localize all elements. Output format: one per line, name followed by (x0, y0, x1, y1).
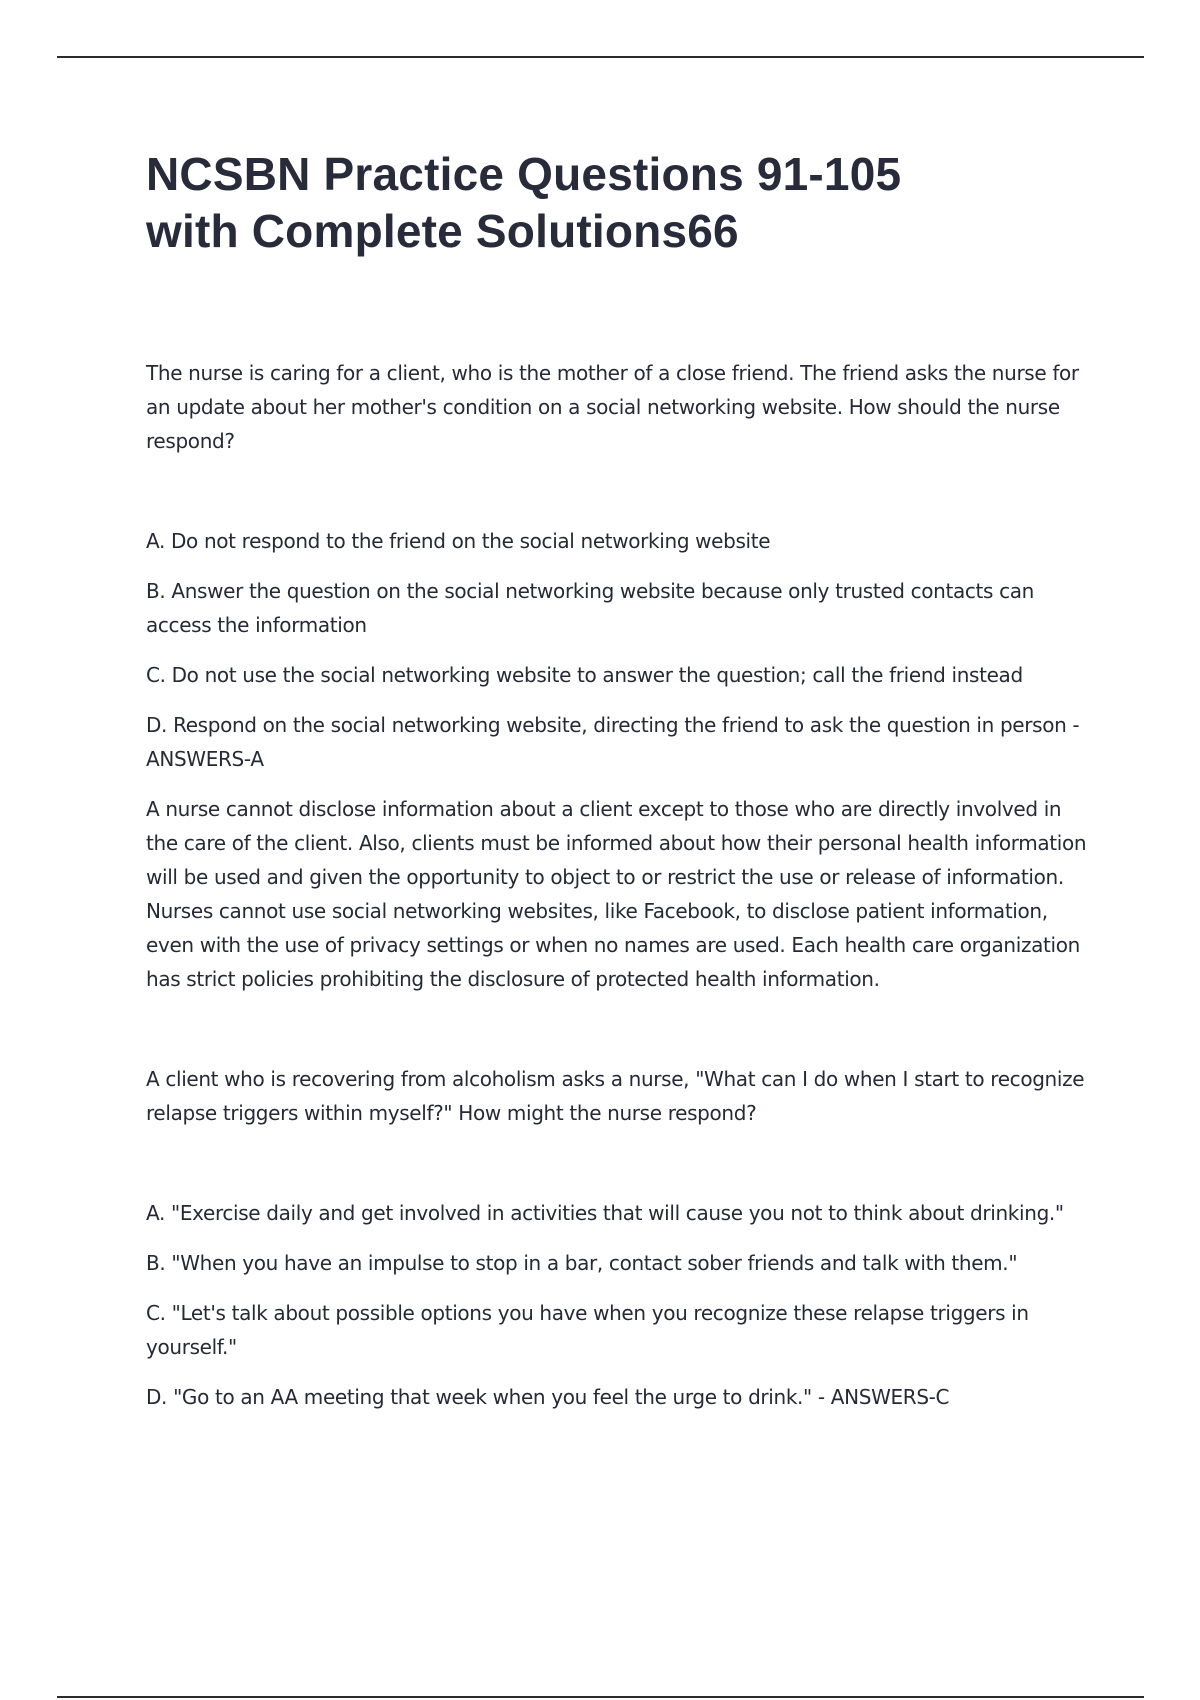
question-1-prompt: The nurse is caring for a client, who is the mother of a close friend. The friend asks the nurse for an update about her mother's condition on a social networking website. How should the nurse respond? (146, 361, 1079, 453)
document-body (146, 146, 1098, 1430)
question-1-explanation: A nurse cannot disclose information about a client except to those who are directly involved in the care of the client. Also, clients must be informed about how their personal health information will be used and given the opportunity to object to or restrict the use or release of information. Nurses cannot use social networking websites, like Facebook, to disclose patient information, even with the use of privacy settings or when no names are used. Each health care organization has strict policies prohibiting the disclosure of protected health information. (146, 797, 1087, 991)
question-2 (146, 1062, 1098, 1414)
question-1 (146, 356, 1098, 996)
top-rule (57, 56, 1144, 58)
question-2-option-b: B. "When you have an impulse to stop in a bar, contact sober friends and talk with them." (146, 1251, 1018, 1275)
question-2-option-c: C. "Let's talk about possible options you have when you recognize these relapse triggers in yourself." (146, 1301, 1029, 1359)
question-1-option-c: C. Do not use the social networking website to answer the question; call the friend instead (146, 663, 1023, 687)
question-2-option-a: A. "Exercise daily and get involved in activities that will cause you not to think about drinking." (146, 1201, 1064, 1225)
question-1-option-a: A. Do not respond to the friend on the social networking website (146, 529, 771, 553)
question-2-option-d: D. "Go to an AA meeting that week when you feel the urge to drink." - ANSWERS-C (146, 1385, 950, 1409)
title-line-2: with Complete Solutions66 (146, 205, 739, 257)
document-title (146, 146, 1098, 260)
title-line-1: NCSBN Practice Questions 91-105 (146, 148, 902, 200)
question-1-option-d: D. Respond on the social networking website, directing the friend to ask the question in person - ANSWERS-A (146, 713, 1080, 771)
question-1-option-b: B. Answer the question on the social networking website because only trusted contacts can access the information (146, 579, 1035, 637)
question-2-prompt: A client who is recovering from alcoholism asks a nurse, "What can I do when I start to recognize relapse triggers within myself?" How might the nurse respond? (146, 1067, 1085, 1125)
bottom-rule (57, 1696, 1144, 1698)
